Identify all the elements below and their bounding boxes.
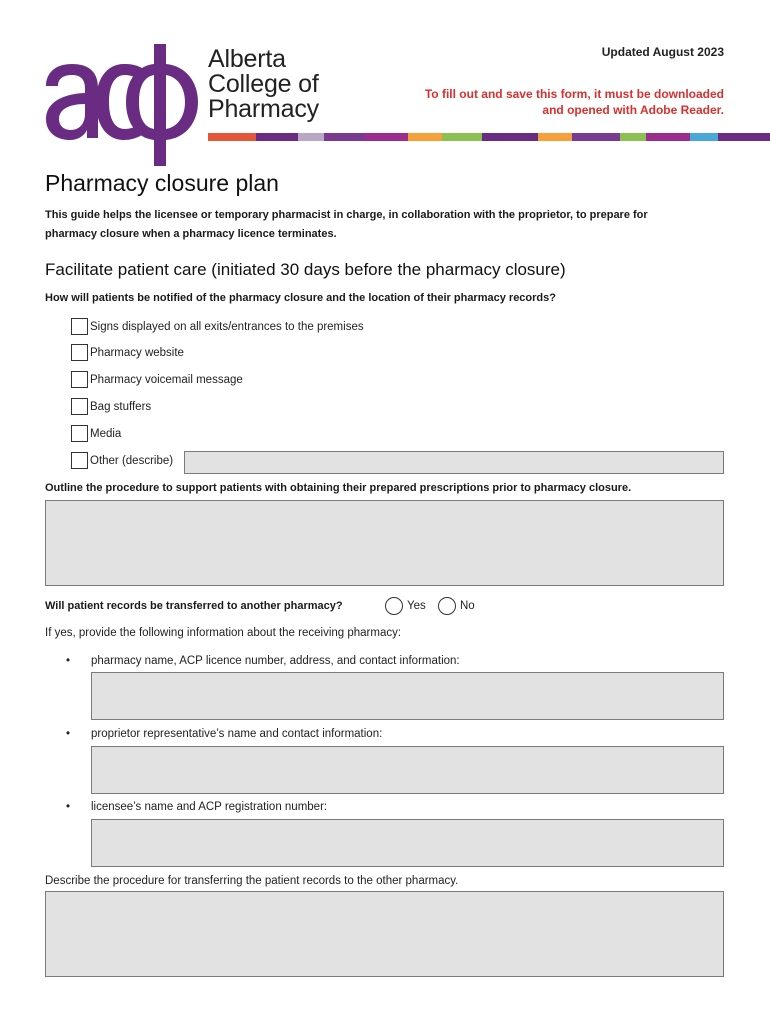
question-describe: Describe the procedure for transferring the patient records to the other pharmacy. bbox=[45, 875, 459, 887]
stripe-gray bbox=[298, 133, 324, 141]
logo-line-2: College of bbox=[208, 70, 319, 98]
notice-line-1: To fill out and save this form, it must be downloaded bbox=[424, 87, 724, 101]
stripe-purple bbox=[572, 133, 620, 141]
bullet-licensee-info: licensee’s name and ACP registration number: bbox=[91, 801, 328, 813]
option-label: Signs displayed on all exits/entrances to the premises bbox=[90, 320, 364, 333]
option-label: Pharmacy website bbox=[90, 346, 184, 359]
radio-no-label: No bbox=[460, 600, 475, 612]
option-voicemail[interactable] bbox=[71, 371, 243, 388]
stripe-purple bbox=[646, 133, 690, 141]
stripe-purple bbox=[482, 133, 538, 141]
option-label: Bag stuffers bbox=[90, 400, 152, 413]
option-media[interactable] bbox=[71, 425, 121, 442]
checkbox-website[interactable] bbox=[71, 344, 88, 361]
bullet-pharmacy-info: pharmacy name, ACP licence number, address, and contact information: bbox=[91, 655, 460, 667]
option-bag-stuffers[interactable] bbox=[71, 398, 151, 415]
checkbox-bag-stuffers[interactable] bbox=[71, 398, 88, 415]
checkbox-voicemail[interactable] bbox=[71, 371, 88, 388]
option-label: Pharmacy voicemail message bbox=[90, 373, 243, 386]
question-transfer: Will patient records be transferred to another pharmacy? bbox=[45, 600, 343, 612]
checkbox-other[interactable] bbox=[71, 452, 88, 469]
stripe-blue bbox=[690, 133, 718, 141]
option-label: Other (describe) bbox=[90, 454, 174, 467]
stripe-orange bbox=[408, 133, 442, 141]
intro-text bbox=[45, 206, 725, 244]
stripe-purple bbox=[256, 133, 298, 141]
if-yes-instruction: If yes, provide the following information about the receiving pharmacy: bbox=[45, 627, 402, 639]
option-website[interactable] bbox=[71, 344, 184, 361]
transfer-procedure-textarea[interactable] bbox=[45, 891, 724, 977]
stripe-red bbox=[208, 133, 256, 141]
radio-yes[interactable] bbox=[385, 597, 403, 615]
logo-wordmark bbox=[208, 47, 319, 122]
receiving-pharmacy-input[interactable] bbox=[91, 672, 724, 720]
radio-yes-label: Yes bbox=[407, 600, 426, 612]
color-stripe bbox=[208, 133, 770, 141]
stripe-green bbox=[620, 133, 646, 141]
page-title: Pharmacy closure plan bbox=[45, 170, 279, 196]
option-signs[interactable] bbox=[71, 318, 364, 335]
option-other[interactable] bbox=[71, 452, 173, 469]
question-outline: Outline the procedure to support patients with obtaining their prepared prescriptions prior to pharmacy closure. bbox=[45, 482, 632, 494]
licensee-registration-input[interactable] bbox=[91, 819, 724, 867]
intro-line-2: pharmacy closure when a pharmacy licence terminates. bbox=[45, 228, 337, 240]
stripe-magenta bbox=[364, 133, 408, 141]
notice-line-2: and opened with Adobe Reader. bbox=[542, 103, 724, 117]
checkbox-media[interactable] bbox=[71, 425, 88, 442]
radio-no[interactable] bbox=[438, 597, 456, 615]
outline-procedure-textarea[interactable] bbox=[45, 500, 724, 586]
stripe-purple bbox=[324, 133, 364, 141]
logo-line-3: Pharmacy bbox=[208, 95, 319, 123]
stripe-purple bbox=[718, 133, 770, 141]
download-notice bbox=[404, 86, 724, 118]
bullet-1: • bbox=[66, 655, 71, 667]
bullet-2: • bbox=[66, 728, 71, 740]
bullet-proprietor-info: proprietor representative’s name and contact information: bbox=[91, 728, 383, 740]
section-heading: Facilitate patient care (initiated 30 days before the pharmacy closure) bbox=[45, 260, 566, 279]
logo-line-1: Alberta bbox=[208, 45, 286, 73]
proprietor-representative-input[interactable] bbox=[91, 746, 724, 794]
stripe-orange bbox=[538, 133, 572, 141]
updated-date: Updated August 2023 bbox=[601, 45, 724, 59]
intro-line-1: This guide helps the licensee or temporary pharmacist in charge, in collaboration with the proprietor, to prepare for bbox=[45, 209, 648, 221]
acp-logo-mark bbox=[44, 44, 202, 166]
checkbox-signs[interactable] bbox=[71, 318, 88, 335]
option-label: Media bbox=[90, 427, 122, 440]
bullet-3: • bbox=[66, 801, 71, 813]
question-notify: How will patients be notified of the pharmacy closure and the location of their pharmacy records? bbox=[45, 292, 556, 304]
stripe-green bbox=[442, 133, 482, 141]
other-describe-input[interactable] bbox=[184, 451, 724, 474]
